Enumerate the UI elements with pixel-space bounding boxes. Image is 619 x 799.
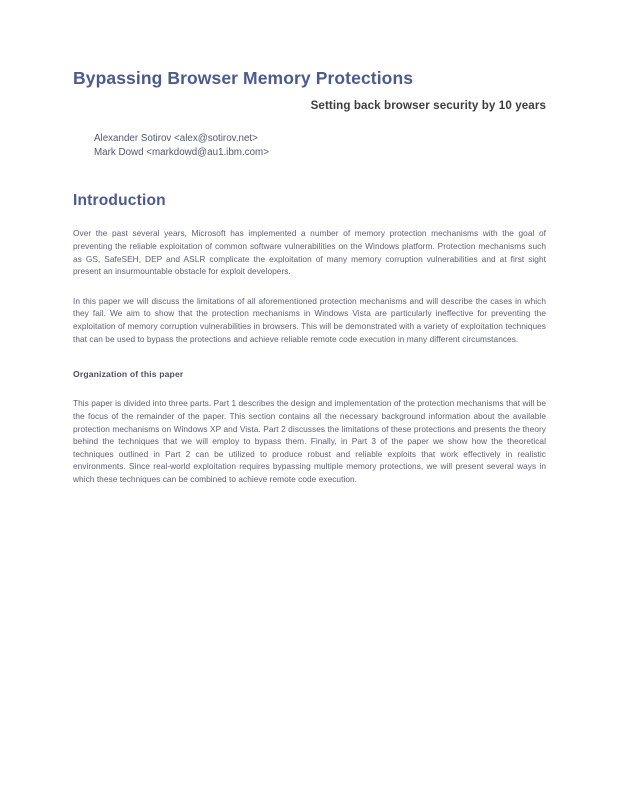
author-line-2: Mark Dowd <markdowd@au1.ibm.com> xyxy=(94,146,269,158)
introduction-paragraph-1: Over the past several years, Microsoft has implemented a number of memory protection mechanisms with the goal of preventing the reliable exploitation of common software vulnerabilities on the Windows platform. Protection mechanisms such as GS, SafeSEH, DEP and ASLR complicate the exploitation of many memory corruption vulnerabilities and at first sight present an insurmountable obstacle for exploit developers. xyxy=(73,228,546,277)
subsection-heading-organization: Organization of this paper xyxy=(73,369,184,380)
introduction-paragraph-2: In this paper we will discuss the limitations of all aforementioned protection mechanisms and will describe the cases in which they fail. We aim to show that the protection mechanisms in Windows Vista are particularly ineffective for preventing the exploitation of memory corruption vulnerabilities in browsers. This will be demonstrated with a variety of exploitation techniques that can be used to bypass the protections and achieve reliable remote code execution in many different circumstances. xyxy=(73,295,546,344)
author-line-1: Alexander Sotirov <alex@sotirov.net> xyxy=(94,132,258,144)
document-subtitle: Setting back browser security by 10 years xyxy=(310,98,546,112)
document-content-column xyxy=(73,0,546,486)
organization-paragraph-1: This paper is divided into three parts. Part 1 describes the design and implementation of the protection mechanisms that will be the focus of the remainder of the paper. This section contains all the necessary background information about the available protection mechanisms on Windows XP and Vista. Part 2 discusses the limitations of these protections and presents the theory behind the techniques that we will employ to bypass them. Finally, in Part 3 of the paper we show how the theoretical techniques outlined in Part 2 can be utilized to produce robust and reliable exploits that work effectively in realistic environments. Since real-world exploitation requires bypassing multiple memory protections, we will present several ways in which these techniques can be combined to achieve remote code execution. xyxy=(73,398,546,485)
author-block xyxy=(73,113,546,160)
page-title: Bypassing Browser Memory Protections xyxy=(73,68,414,88)
section-heading-introduction: Introduction xyxy=(73,191,166,209)
